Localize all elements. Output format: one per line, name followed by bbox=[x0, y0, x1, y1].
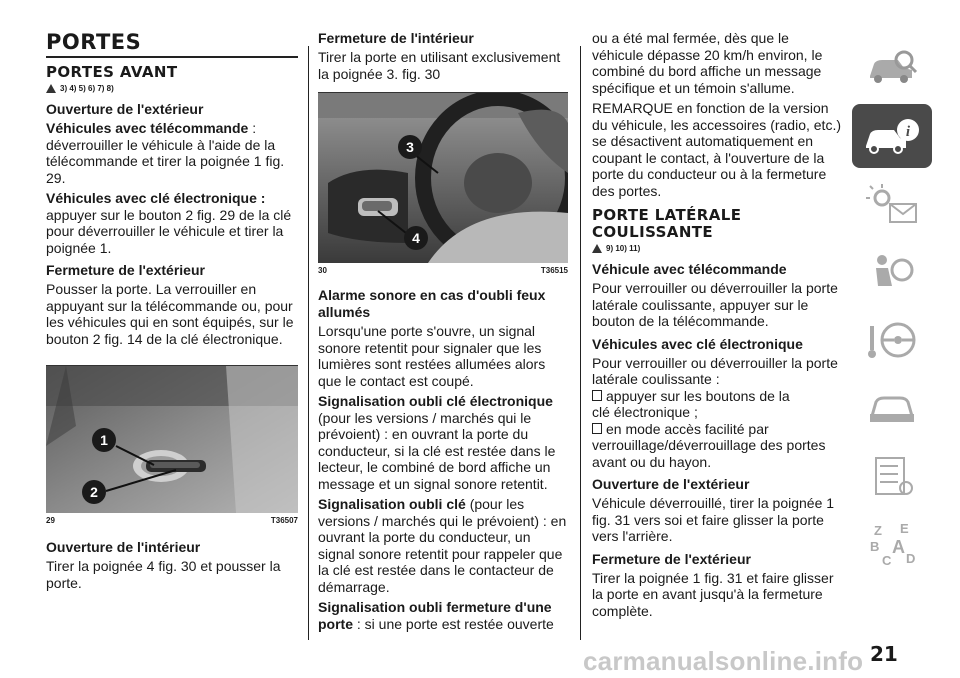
svg-text:C: C bbox=[882, 553, 892, 568]
tab-maintenance[interactable] bbox=[852, 444, 932, 508]
svg-text:i: i bbox=[905, 124, 911, 140]
figure-number: 30 bbox=[318, 266, 327, 275]
refs-text: 9) 10) 11) bbox=[606, 244, 641, 253]
heading-exterior-closing: Fermeture de l'extérieur bbox=[592, 550, 751, 567]
figure-29 bbox=[46, 365, 298, 525]
body-text: (pour les versions / marchés qui le prévoient) : en ouvrant la porte du conducteur, un signal sonore retentit pour rappeler que la clé est restée dans le contacteur de démarrage. bbox=[318, 496, 567, 595]
svg-text:Z: Z bbox=[874, 523, 882, 538]
bold-lead: Véhicules avec télécommande bbox=[46, 120, 249, 136]
figure-number: 29 bbox=[46, 516, 55, 525]
paragraph: REMARQUE en fonction de la version du véhicule, les accessoires (radio, etc.) se désactivent automatiquement en coupant le contact, à l'ouverture de la porte du conducteur ou à la fermeture des portes. bbox=[592, 100, 841, 199]
paragraph bbox=[318, 599, 568, 632]
paragraph: Tirer la poignée 1 fig. 31 et faire glisser la porte en avant jusqu'à la fermeture complète. bbox=[592, 569, 834, 619]
svg-text:B: B bbox=[870, 539, 880, 554]
list-text: appuyer sur les boutons de la bbox=[606, 387, 790, 404]
heading-exterior-opening: Ouverture de l'extérieur bbox=[46, 101, 204, 117]
warning-icon bbox=[592, 244, 602, 253]
refs-text: 3) 4) 5) 6) 7) 8) bbox=[60, 84, 114, 93]
svg-text:D: D bbox=[906, 551, 916, 566]
column-divider bbox=[580, 46, 581, 640]
tab-warning-lights[interactable] bbox=[852, 172, 932, 236]
checkbox-bullet-icon bbox=[592, 423, 602, 434]
figure-30 bbox=[318, 92, 568, 275]
steering-wheel-photo bbox=[318, 93, 568, 263]
callout-2: 2 bbox=[82, 480, 106, 504]
steering-wheel-icon bbox=[864, 318, 920, 362]
callout-4: 4 bbox=[404, 226, 428, 250]
paragraph: Tirer la porte en utilisant exclusivement la poignée 3. fig. 30 bbox=[318, 49, 561, 82]
column-1 bbox=[46, 30, 298, 595]
bold-lead: Signalisation oubli fermeture d'une porte bbox=[318, 599, 552, 632]
watermark: carmanualsonline.info bbox=[583, 646, 864, 676]
list-continuation: verrouillage/déverrouillage des portes avant ou du hayon. bbox=[592, 437, 826, 470]
list-item bbox=[592, 421, 842, 438]
checkbox-bullet-icon bbox=[592, 390, 602, 401]
callout-1: 1 bbox=[92, 428, 116, 452]
paragraph bbox=[46, 190, 298, 256]
column-2 bbox=[318, 30, 568, 636]
heading-lights-alarm: Alarme sonore en cas d'oubli feux allumés bbox=[318, 287, 546, 320]
chapter-sidebar bbox=[852, 36, 932, 580]
body-text: (pour les versions / marchés qui le prévoient) : en ouvrant la porte du conducteur, si la clé est restée dans le lecteur, le combiné de bord affiche un message et un signal sonore retentit. bbox=[318, 409, 556, 492]
bold-lead: Signalisation oubli clé électronique bbox=[318, 393, 553, 409]
car-front-icon bbox=[864, 386, 920, 430]
heading-exterior-closing: Fermeture de l'extérieur bbox=[46, 262, 205, 278]
tab-driving[interactable] bbox=[852, 308, 932, 372]
bold-lead: Signalisation oubli clé bbox=[318, 496, 466, 512]
airbag-icon bbox=[864, 250, 920, 294]
tab-car-info[interactable] bbox=[852, 104, 932, 168]
section-title: PORTES bbox=[46, 30, 298, 58]
figure-code: T36507 bbox=[270, 516, 298, 525]
paragraph: ou a été mal fermée, dès que le véhicule dépasse 20 km/h environ, le combiné du bord affiche un message spécifique et un témoin s'allume. bbox=[592, 30, 823, 96]
tab-car-search[interactable] bbox=[852, 36, 932, 100]
list-text: en mode accès facilité par bbox=[606, 420, 769, 437]
heading-interior-opening: Ouverture de l'intérieur bbox=[46, 539, 201, 555]
tab-index[interactable] bbox=[852, 512, 932, 576]
column-divider bbox=[308, 46, 309, 640]
figure-caption bbox=[318, 263, 568, 275]
svg-text:A: A bbox=[892, 537, 905, 557]
alphabet-index-icon bbox=[864, 519, 920, 569]
subsection-title: PORTES AVANT bbox=[46, 63, 178, 81]
list-item bbox=[592, 388, 842, 405]
body-text: : déverrouiller le véhicule à l'aide de la télécommande et tirer la poignée 1 fig. 29. bbox=[46, 120, 285, 186]
bold-lead: Véhicules avec clé électronique : bbox=[46, 190, 266, 206]
heading-interior-closing: Fermeture de l'intérieur bbox=[318, 30, 474, 46]
callout-3: 3 bbox=[398, 135, 422, 159]
warning-light-mail-icon bbox=[864, 182, 920, 226]
list-continuation: clé électronique ; bbox=[592, 404, 698, 420]
paragraph bbox=[318, 393, 568, 492]
figure-code: T36515 bbox=[540, 266, 568, 275]
car-search-icon bbox=[864, 46, 920, 90]
paragraph: Véhicule déverrouillé, tirer la poignée 1 fig. 31 vers soi et faire glisser la porte vers l'arrière. bbox=[592, 495, 835, 544]
heading-remote: Véhicule avec télécommande bbox=[592, 261, 787, 277]
figure-caption bbox=[46, 513, 298, 525]
paragraph bbox=[46, 120, 298, 186]
paragraph: Pour verrouiller ou déverrouiller la porte latérale coulissante, appuyer sur le bouton de la télécommande. bbox=[592, 280, 838, 329]
body-text: : si une porte est restée ouverte bbox=[353, 615, 554, 632]
car-info-icon bbox=[862, 114, 922, 158]
body-text: appuyer sur le bouton 2 fig. 29 de la clé pour déverrouiller le véhicule et tirer la poignée 1. bbox=[46, 206, 292, 256]
tab-safety[interactable] bbox=[852, 240, 932, 304]
interior-door-illustration bbox=[318, 93, 568, 263]
heading-electronic-key: Véhicules avec clé électronique bbox=[592, 335, 803, 352]
subsection-title: PORTE LATÉRALE COULISSANTE bbox=[592, 206, 742, 241]
paragraph bbox=[318, 496, 568, 595]
paragraph: Pousser la porte. La verrouiller en appuyant sur la télécommande ou, pour les véhicules qui en sont équipés, sur le bouton 2 fig. 14 de la clé électronique. bbox=[46, 281, 294, 347]
column-3 bbox=[592, 30, 842, 623]
checklist-icon bbox=[864, 454, 920, 498]
warning-refs bbox=[46, 84, 298, 93]
warning-icon bbox=[46, 84, 56, 93]
tab-emergency[interactable] bbox=[852, 376, 932, 440]
paragraph: Pour verrouiller ou déverrouiller la porte latérale coulissante : bbox=[592, 354, 838, 387]
heading-exterior-opening: Ouverture de l'extérieur bbox=[592, 476, 750, 492]
paragraph: Tirer la poignée 4 fig. 30 et pousser la porte. bbox=[46, 558, 281, 591]
paragraph: Lorsqu'une porte s'ouvre, un signal sonore retentit pour signaler que les lumières sont restées allumées alors que le contact est coupé. bbox=[318, 323, 546, 389]
door-handle-photo bbox=[46, 366, 298, 513]
svg-text:E: E bbox=[900, 521, 909, 536]
page-number: 21 bbox=[870, 642, 898, 666]
warning-refs bbox=[592, 244, 842, 253]
